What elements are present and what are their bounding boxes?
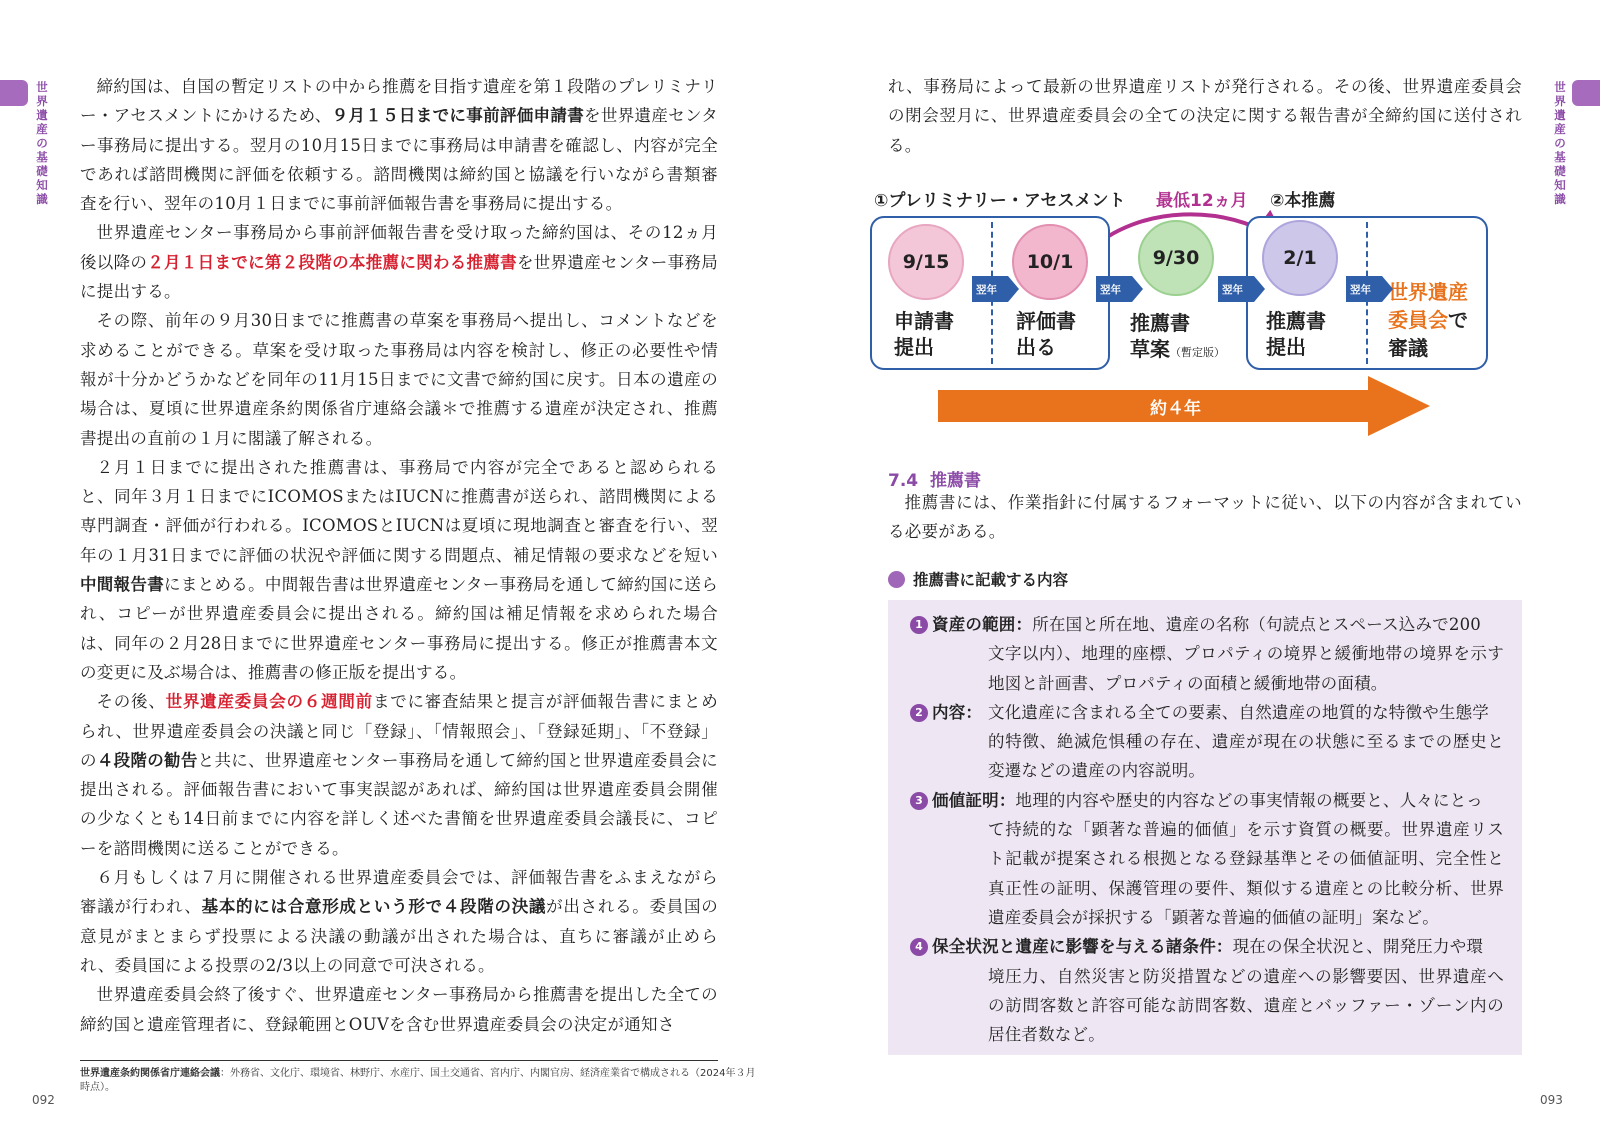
stage-3-text xyxy=(1130,310,1225,366)
content-list-item xyxy=(910,610,1504,698)
phase2-label: ②本推薦 xyxy=(1270,191,1336,211)
next-year-tag-1: 翌年 xyxy=(972,276,1008,302)
stage-4-text xyxy=(1266,308,1326,360)
item-label: 価値証明 xyxy=(932,790,999,810)
section-body xyxy=(888,488,1522,547)
body-paragraph xyxy=(80,306,718,452)
date-circle-1: 9/15 xyxy=(888,224,964,300)
paragraph-text: 世界遺産委員会終了後すぐ、世界遺産センター事務局から推薦書を提出した全ての締約国と遺産管理者に、登録範囲とOUVを含む世界遺産委員会の決定が通知さ xyxy=(80,985,718,1034)
body-paragraph xyxy=(80,687,718,863)
stage-final-text xyxy=(1388,278,1468,362)
footnote xyxy=(80,1067,760,1095)
item-label: 資産の範囲 xyxy=(932,615,1016,634)
left-page-body xyxy=(80,72,718,1039)
item-number-icon: 2 xyxy=(910,704,928,722)
item-text: 的特徴、絶滅危惧種の存在、遺産が現在の状態に至るまでの歴史と変遷などの遺産の内容説明。 xyxy=(988,732,1504,781)
item-text-first-line: 文化遺産に含まれる全ての要素、自然遺産の地質的な特徴や生態学 xyxy=(988,702,1489,722)
date-circle-4: 2/1 xyxy=(1262,220,1338,296)
emphasis-text: 世界遺産委員会の６週間前 xyxy=(165,692,373,712)
duration-label: 約４年 xyxy=(1150,399,1201,419)
item-heading xyxy=(910,610,1032,639)
section-number: 7.4 xyxy=(888,471,919,491)
footnote-term: 世界遺産条約関係省庁連絡会議 xyxy=(80,1068,220,1079)
item-text-first-line: 現在の保全状況と、開発圧力や環 xyxy=(1232,937,1484,957)
stage-1-line1: 申請書 xyxy=(894,309,954,333)
stage-1-text xyxy=(894,308,954,360)
footnote-text: ：外務省、文化庁、環境省、林野庁、水産庁、国土交通省、宮内庁、内閣官房、経済産業省で構成される（2024年３月時点）。 xyxy=(80,1068,756,1093)
stage-2-text xyxy=(1016,308,1076,360)
final-line2: 委員会 xyxy=(1388,308,1448,332)
paragraph-text: にまとめる。中間報告書は世界遺産センター事務局を通して締約国に送られ、コピーが世界遺産委員会に提出される。締約国は補足情報を求められた場合は、同年の２月28日までに世界遺産センター事務局に提出する。修正が推薦書本文の変更に及ぶ場合は、推薦書の修正版を提出する。 xyxy=(80,575,719,682)
content-list-item xyxy=(910,786,1504,932)
content-list-heading xyxy=(888,568,1068,590)
stage-3-line1: 推薦書 xyxy=(1130,311,1190,335)
chapter-tab-left xyxy=(0,80,28,106)
emphasis-text: ９月１５日までに事前評価申請書 xyxy=(331,106,585,126)
date-circle-3: 9/30 xyxy=(1138,220,1214,296)
bullet-dot-icon xyxy=(888,571,905,588)
paragraph-text: 世界遺産センター事務局から事前評価報告書を受け取った締約国は、その12ヵ月後以降の xyxy=(80,223,718,272)
stage-2-line2: 出る xyxy=(1016,335,1056,359)
date-circle-2: 10/1 xyxy=(1012,224,1088,300)
section-title: 推薦書 xyxy=(929,471,981,491)
emphasis-text: ４段階の勧告 xyxy=(96,750,198,770)
item-separator: ： xyxy=(965,702,983,722)
item-text-first-line: 地理的内容や歴史的内容などの事実情報の概要と、人々にとっ xyxy=(1015,790,1483,810)
final-line3: 審議 xyxy=(1388,336,1428,360)
item-separator: ： xyxy=(1015,615,1033,634)
item-separator: ： xyxy=(998,790,1016,810)
content-list-title: 推薦書に記載する内容 xyxy=(913,571,1069,589)
emphasis-text: 基本的には合意形成という形で４段階の決議 xyxy=(201,897,547,917)
item-heading xyxy=(910,698,982,727)
footnote-divider xyxy=(80,1060,718,1061)
item-label: 内容 xyxy=(932,702,966,722)
final-line1: 世界遺産 xyxy=(1388,280,1468,304)
intro-paragraph: れ、事務局によって最新の世界遺産リストが発行される。その後、世界遺産委員会の閉会翌月に、世界遺産委員会の全ての決定に関する報告書が全締約国に送付される。 xyxy=(888,77,1522,155)
right-page-intro xyxy=(888,72,1522,160)
stage-4-line1: 推薦書 xyxy=(1266,309,1326,333)
phase1-label: ①プレリミナリー・アセスメント xyxy=(874,191,1126,211)
stage-3-note: （暫定版） xyxy=(1170,346,1225,359)
paragraph-text: その後、 xyxy=(96,692,166,712)
stage-4-line2: 提出 xyxy=(1266,335,1306,359)
item-text: 境圧力、自然災害と防災措置などの遺産への影響要因、世界遺産への訪問客数と許容可能な訪問客数、遺産とバッファー・ゾーン内の居住者数など。 xyxy=(988,966,1504,1045)
page-number-right: 093 xyxy=(1540,1093,1563,1107)
paragraph-text: その際、前年の９月30日までに推薦書の草案を事務局へ提出し、コメントなどを求めることができる。草案を受け取った事務局は内容を検討し、修正の必要性や情報が十分かどうかなどを同年の11月15日までに文書で締約国に戻す。日本の遺産の場合は、夏頃に世界遺産条約関係省庁連絡会議＊で推薦する遺産が決定され、推薦書提出の直前の１月に閣議了解される。 xyxy=(80,311,718,448)
item-label: 保全状況と遺産に影響を与える諸条件 xyxy=(932,937,1216,957)
item-text-first-line: 所在国と所在地、遺産の名称（句読点とスペース込みで200 xyxy=(1032,615,1481,634)
next-year-tag-3: 翌年 xyxy=(1218,276,1254,302)
chapter-label-left: 世界遺産の基礎知識 xyxy=(36,80,48,206)
body-paragraph xyxy=(80,863,718,980)
paragraph-text: と共に、世界遺産センター事務局を通して締約国と世界遺産委員会に提出される。評価報告書において事実誤認があれば、締約国は世界遺産委員会開催の少なくとも14日前までに内容を詳しく述べた書簡を世界遺産委員会議長に、コピーを諮問機関に送ることができる。 xyxy=(80,750,718,858)
item-text: て持続的な「顕著な普遍的価値」を示す資質の概要。世界遺産リスト記載が提案される根拠となる登録基準とその価値証明、完全性と真正性の証明、保護管理の要件、類似する遺産との比較分析、世界遺産委員会が採択する「顕著な普遍的価値の証明」案など。 xyxy=(988,820,1504,927)
nomination-timeline-diagram xyxy=(874,186,1528,450)
paragraph-text: ２月１日までに提出された推薦書は、事務局で内容が完全であると認められると、同年３月１日までにICOMOSまたはIUCNに推薦書が送られ、諮問機関による専門調査・評価が行われる。ICOMOSとIUCNは夏頃に現地調査と審査を行い、翌年の１月31日までに評価の状況や評価に関する問題点、補足情報の要求などを短い xyxy=(80,457,718,565)
content-list-box xyxy=(888,600,1522,1055)
body-paragraph xyxy=(80,980,718,1039)
paragraph-text: を世界遺産センター事務局に提出する。翌月の10月15日までに事務局は申請書を確認し、内容が完全であれば諮問機関に評価を依頼する。諮問機関は締約国と協議を行いながら書類審査を行い、翌年の10月１日までに事前評価報告書を事務局に提出する。 xyxy=(80,106,718,214)
final-line2-suffix: で xyxy=(1448,308,1468,332)
next-year-tag-4: 翌年 xyxy=(1346,276,1382,302)
item-number-icon: 3 xyxy=(910,792,928,810)
content-list-item xyxy=(910,698,1504,786)
stage-2-line1: 評価書 xyxy=(1016,309,1076,333)
paragraph-text: 締約国は、自国の暫定リストの中から推薦を目指す遺産を第１段階のプレリミナリー・アセスメントにかけるため、 xyxy=(80,77,718,126)
stage-3-line2: 草案 xyxy=(1130,337,1170,361)
paragraph-text: ６月もしくは７月に開催される世界遺産委員会では、評価報告書をふまえながら審議が行われ、 xyxy=(80,868,718,917)
chapter-tab-right xyxy=(1572,80,1600,106)
item-number-icon: 1 xyxy=(910,616,928,634)
emphasis-text: ２月１日までに第２段階の本推薦に関わる推薦書 xyxy=(147,252,517,272)
paragraph-text: までに審査結果と提言が評価報告書にまとめられ、世界遺産委員会の決議と同じ「登録」、「情報照会」、「登録延期」、「不登録」の xyxy=(80,692,718,770)
emphasis-text: 中間報告書 xyxy=(80,575,165,595)
body-paragraph xyxy=(80,218,718,306)
body-paragraph xyxy=(80,453,718,687)
section-paragraph: 推薦書には、作業指針に付属するフォーマットに従い、以下の内容が含まれている必要がある。 xyxy=(888,493,1522,542)
chapter-label-right: 世界遺産の基礎知識 xyxy=(1554,80,1566,206)
item-separator: ： xyxy=(1215,937,1233,957)
paragraph-text: が出される。委員国の意見がまとまらず投票による決議の動議が出された場合は、直ちに審議が止められ、委員国による投票の2/3以上の同意で可決される。 xyxy=(80,897,719,975)
paragraph-text: を世界遺産センター事務局に提出する。 xyxy=(80,252,718,302)
item-heading xyxy=(910,786,1016,815)
body-paragraph xyxy=(80,72,718,218)
item-text: 文字以内）、地理的座標、プロパティの境界と緩衝地帯の境界を示す地図と計画書、プロパティの面積と緩衝地帯の面積。 xyxy=(988,644,1504,693)
item-number-icon: 4 xyxy=(910,938,928,956)
next-year-tag-2: 翌年 xyxy=(1096,276,1132,302)
page-number-left: 092 xyxy=(32,1093,55,1107)
item-heading xyxy=(910,932,1233,961)
minimum-period-label: 最低12ヵ月 xyxy=(1156,191,1248,211)
stage-1-line2: 提出 xyxy=(894,335,934,359)
content-list-item xyxy=(910,932,1504,1049)
